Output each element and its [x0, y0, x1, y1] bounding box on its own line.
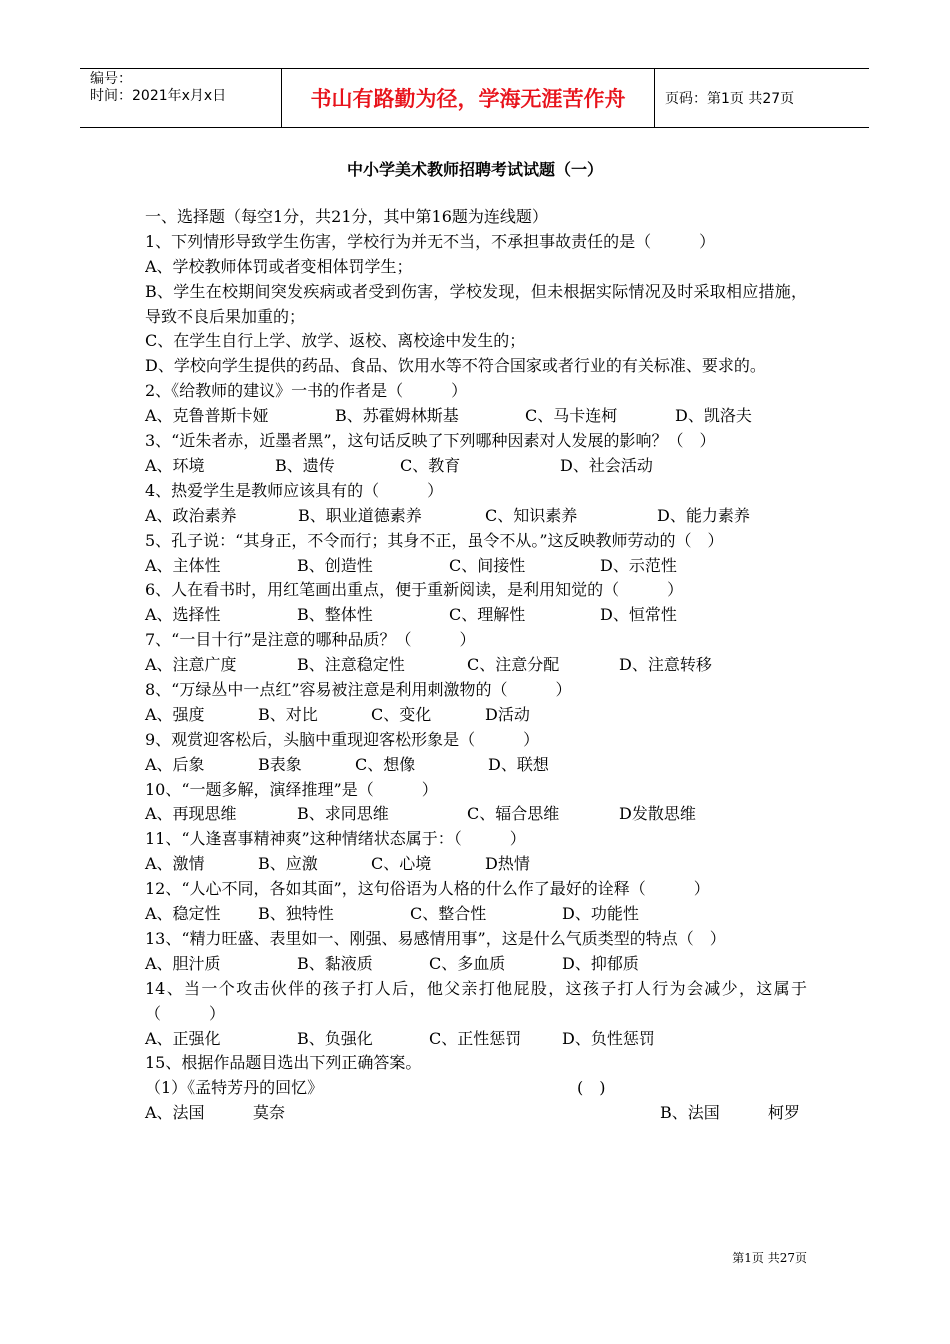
question-3-stem: 3、“近朱者赤，近墨者黑”，这句话反映了下列哪种因素对人发展的影响？（ ）: [145, 431, 716, 451]
option-c: C、知识素养: [485, 505, 578, 525]
question-15-sub1: [145, 1076, 807, 1101]
question-6-options: [145, 603, 807, 628]
question-4-options: [145, 504, 807, 529]
option-b: B、对比: [258, 704, 318, 724]
question-5-stem: 5、孔子说：“其身正，不令而行；其身不正，虽令不从。”这反映教师劳动的（ ）: [145, 530, 724, 550]
option-d: D、凯洛夫: [675, 406, 752, 426]
option-d: D、抑郁质: [562, 953, 639, 973]
option-a: A、选择性: [145, 605, 221, 625]
option-a: A、主体性: [145, 555, 221, 575]
document-title: 中小学美术教师招聘考试试题（一）: [346, 160, 603, 179]
question-1-option-d: D、学校向学生提供的药品、食品、饮用水等不符合国家或者行业的有关标准、要求的。: [145, 356, 766, 376]
option-b: B、整体性: [297, 605, 373, 625]
question-1-option-a: A、学校教师体罚或者变相体罚学生；: [145, 256, 413, 276]
option-a: A、环境: [145, 455, 205, 475]
option-c: C、注意分配: [467, 655, 560, 675]
option-b-country: B、法国: [660, 1103, 720, 1123]
header-motto: 书山有路勤为径，学海无涯苦作舟: [282, 69, 655, 127]
option-d: D、注意转移: [619, 655, 712, 675]
option-b: B、创造性: [297, 555, 373, 575]
option-b-artist: 柯罗: [768, 1103, 801, 1123]
page-footer: 第1页 共27页: [732, 1251, 807, 1265]
option-d: D、功能性: [562, 904, 639, 924]
option-a: A、后象: [145, 754, 205, 774]
question-14-options: [145, 1027, 807, 1052]
question-15-options: [145, 1101, 807, 1126]
option-b: B表象: [258, 754, 302, 774]
option-b: B、黏液质: [297, 953, 373, 973]
option-c: C、理解性: [449, 605, 526, 625]
page-header: [80, 68, 869, 128]
option-b: B、注意稳定性: [297, 655, 405, 675]
document-body: [145, 205, 807, 1126]
option-c: C、马卡连柯: [525, 406, 618, 426]
option-d: D、恒常性: [600, 605, 677, 625]
option-b: B、应激: [258, 854, 318, 874]
option-b: B、独特性: [258, 904, 334, 924]
option-d: D、负性惩罚: [562, 1028, 655, 1048]
question-2-options: [145, 404, 807, 429]
option-a: A、激情: [145, 854, 205, 874]
question-2-stem: 2、《给教师的建议》一书的作者是（ ）: [145, 381, 468, 401]
option-d: D、社会活动: [560, 455, 653, 475]
option-a-country: A、法国: [145, 1103, 205, 1123]
option-a: A、注意广度: [145, 655, 237, 675]
question-1-option-c: C、在学生自行上学、放学、返校、离校途中发生的；: [145, 331, 526, 351]
question-15-stem: 15、根据作品题目选出下列正确答案。: [145, 1053, 422, 1073]
option-c: C、变化: [371, 704, 432, 724]
question-6-stem: 6、人在看书时，用红笔画出重点，便于重新阅读，是利用知觉的（ ）: [145, 580, 684, 600]
header-serial: 编号：: [90, 71, 132, 87]
section-heading: 一、选择题（每空1分，共21分，其中第16题为连线题）: [145, 207, 548, 226]
option-d: D活动: [485, 704, 530, 724]
option-a: A、克鲁普斯卡娅: [145, 406, 269, 426]
question-1-option-b: B、学生在校期间突发疾病或者受到伤害，学校发现，但未根据实际情况及时采取相应措施，导致不良后果加重的；: [145, 281, 807, 326]
question-10-stem: 10、“一题多解，演绎推理”是（ ）: [145, 779, 438, 799]
option-c: C、辐合思维: [467, 804, 560, 824]
question-11-options: [145, 852, 807, 877]
question-3-options: [145, 454, 807, 479]
question-4-stem: 4、热爱学生是教师应该具有的（ ）: [145, 480, 444, 500]
option-b: B、负强化: [297, 1028, 373, 1048]
option-d: D、能力素养: [657, 505, 750, 525]
option-d: D、示范性: [600, 555, 677, 575]
question-7-options: [145, 653, 807, 678]
option-c: C、间接性: [449, 555, 526, 575]
header-page-info: 页码：第1页 共27页: [665, 91, 795, 107]
option-c: C、心境: [371, 854, 432, 874]
question-8-options: [145, 703, 807, 728]
option-b: B、职业道德素养: [298, 505, 422, 525]
option-c: C、整合性: [410, 904, 487, 924]
option-a: A、胆汁质: [145, 953, 221, 973]
option-d: D热情: [485, 854, 530, 874]
question-12-stem: 12、“人心不同，各如其面”，这句俗语为人格的什么作了最好的诠释（ ）: [145, 879, 710, 899]
option-a: A、政治素养: [145, 505, 237, 525]
option-b: B、遗传: [275, 455, 335, 475]
option-b: B、求同思维: [297, 804, 389, 824]
question-11-stem: 11、“人逢喜事精神爽”这种情绪状态属于：（ ）: [145, 829, 526, 849]
option-c: C、教育: [400, 455, 461, 475]
option-a: A、再现思维: [145, 804, 237, 824]
question-13-stem: 13、“精力旺盛、表里如一、刚强、易感情用事”，这是什么气质类型的特点（ ）: [145, 928, 726, 948]
option-b: B、苏霍姆林斯基: [335, 406, 459, 426]
question-1-stem: 1、下列情形导致学生伤害，学校行为并无不当，不承担事故责任的是（ ）: [145, 231, 716, 251]
question-5-options: [145, 554, 807, 579]
question-13-options: [145, 952, 807, 977]
option-c: C、多血质: [429, 953, 506, 973]
question-9-options: [145, 753, 807, 778]
option-c: C、正性惩罚: [429, 1028, 522, 1048]
option-a-artist: 莫奈: [253, 1103, 286, 1123]
question-12-options: [145, 902, 807, 927]
question-8-stem: 8、“万绿丛中一点红”容易被注意是利用刺激物的（ ）: [145, 680, 572, 699]
question-10-options: [145, 802, 807, 827]
question-7-stem: 7、“一目十行”是注意的哪种品质？（ ）: [145, 630, 476, 650]
question-14-stem: 14、当一个攻击伙伴的孩子打人后，他父亲打他屁股，这孩子打人行为会减少，这属于（ ）: [145, 978, 807, 1023]
option-c: C、想像: [355, 754, 416, 774]
answer-blank: ( ): [577, 1078, 606, 1098]
option-a: A、强度: [145, 704, 205, 724]
option-a: A、正强化: [145, 1028, 221, 1048]
option-a: A、稳定性: [145, 904, 221, 924]
header-date: 时间：2021年x月x日: [90, 88, 227, 104]
option-d: D发散思维: [619, 804, 696, 824]
sub-question-title: （1）《孟特芳丹的回忆》: [145, 1078, 324, 1098]
question-9-stem: 9、观赏迎客松后，头脑中重现迎客松形象是（ ）: [145, 729, 540, 749]
option-d: D、联想: [488, 754, 549, 774]
header-meta: [80, 69, 282, 127]
